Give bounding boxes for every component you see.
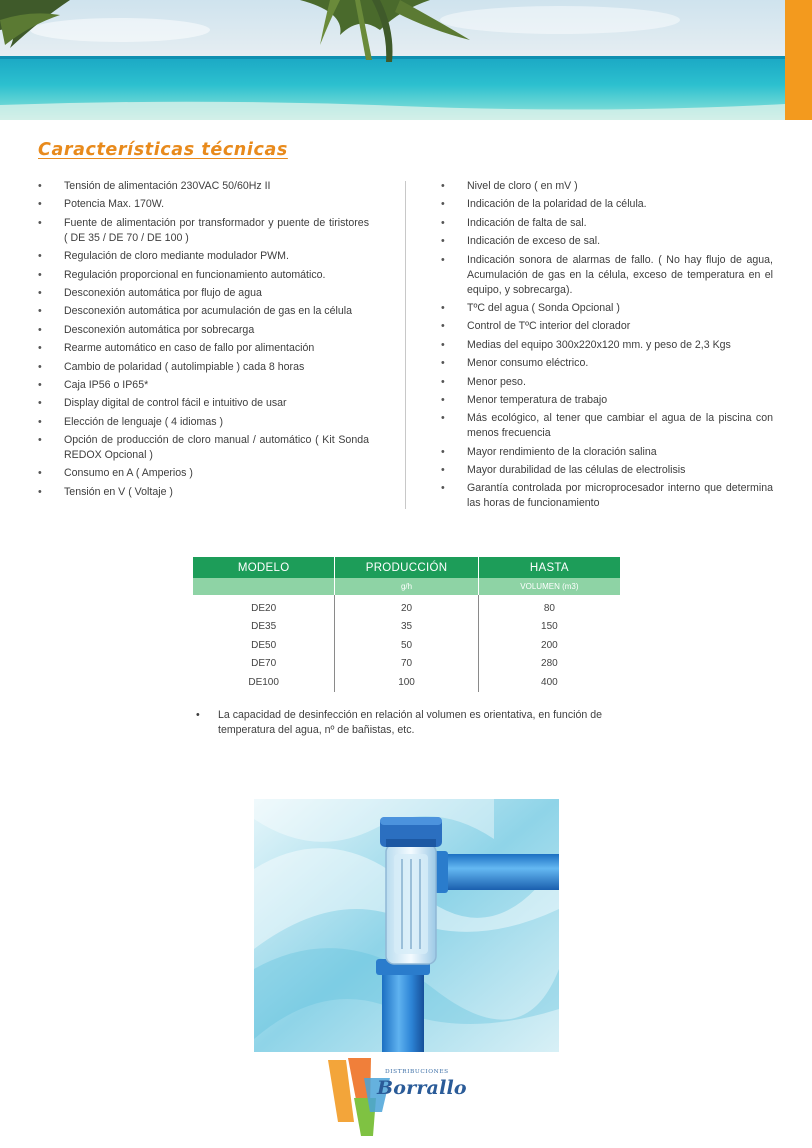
table-cell: 80 [543, 602, 555, 614]
table-cell: 200 [541, 639, 558, 651]
table-note-text: • La capacidad de desinfección en relación al volumen es orientativa, en función de temperatura del agua, nº de bañistas, etc. [193, 708, 633, 738]
list-item: • Rearme automático en caso de fallo por alimentación [38, 341, 369, 356]
list-item: • Indicación de falta de sal. [441, 216, 773, 231]
list-item: • Más ecológico, al tener que cambiar el agua de la piscina con menos frecuencia [441, 411, 773, 441]
table-cell: 400 [541, 676, 558, 688]
list-item: • Indicación de la polaridad de la célula. [441, 197, 773, 212]
table-cell: 20 [335, 595, 479, 618]
subheader-modelo [193, 578, 335, 595]
list-item: • Desconexión automática por acumulación de gas en la célula [38, 304, 369, 319]
logo-subtitle: DISTRIBUCIONES [385, 1069, 449, 1075]
table-cell: DE100 [193, 673, 335, 692]
list-item: • Tensión de alimentación 230VAC 50/60Hz II [38, 179, 369, 194]
table-cell: 100 [335, 673, 479, 692]
list-item: • Indicación sonora de alarmas de fallo. ( No hay flujo de agua, Acumulación de gas en la célula, exceso de temperatura en el equipo, y sobrecarga). [441, 253, 773, 298]
list-item: • Tensión en V ( Voltaje ) [38, 485, 369, 500]
list-item: • Menor temperatura de trabajo [441, 393, 773, 408]
header-modelo: MODELO [193, 557, 335, 578]
subheader-hasta: VOLUMEN (m3) [478, 578, 620, 595]
list-item: • Consumo en A ( Amperios ) [38, 466, 369, 481]
list-item: • Elección de lenguaje ( 4 idiomas ) [38, 415, 369, 430]
subheader-produccion: g/h [335, 578, 479, 595]
list-item: • Opción de producción de cloro manual / automático ( Kit Sonda REDOX Opcional ) [38, 433, 369, 463]
list-item: • Control de TºC interior del clorador [441, 319, 773, 334]
table-cell: 150 [541, 621, 558, 633]
table-row [193, 636, 620, 655]
table-cell: 70 [335, 655, 479, 674]
list-item: • Mayor durabilidad de las células de electrolisis [441, 463, 773, 478]
table-row [193, 595, 620, 618]
table-cell: DE50 [193, 636, 335, 655]
table-cell: DE70 [193, 655, 335, 674]
column-divider [405, 181, 406, 509]
list-item: • Regulación de cloro mediante modulador PWM. [38, 249, 369, 264]
header-hasta: HASTA [478, 557, 620, 578]
list-item: • Indicación de exceso de sal. [441, 234, 773, 249]
list-item: • TºC del agua ( Sonda Opcional ) [441, 301, 773, 316]
table-row [193, 618, 620, 637]
section-title: Características técnicas [38, 140, 288, 160]
list-item: • Medias del equipo 300x220x120 mm. y peso de 2,3 Kgs [441, 338, 773, 353]
list-item: • Caja IP56 o IP65* [38, 378, 369, 393]
product-image [254, 799, 559, 1052]
header-beach-image [0, 0, 785, 120]
list-item: • Potencia Max. 170W. [38, 197, 369, 212]
table-row [193, 655, 620, 674]
list-item: • Mayor rendimiento de la cloración salina [441, 445, 773, 460]
logo-name: Borrallo [377, 1077, 467, 1099]
specs-list-right [441, 179, 773, 515]
list-item: • Garantía controlada por microprocesador interno que determina las horas de funcionamiento [441, 481, 773, 511]
beach-sea-icon [0, 0, 785, 120]
table-header-row [193, 557, 620, 578]
table-cell: DE20 [193, 595, 335, 618]
list-item: • Desconexión automática por sobrecarga [38, 323, 369, 338]
list-item: • Menor peso. [441, 375, 773, 390]
table-row [193, 673, 620, 692]
list-item: • Menor consumo eléctrico. [441, 356, 773, 371]
table-cell: 50 [335, 636, 479, 655]
header-produccion: PRODUCCIÓN [335, 557, 479, 578]
table-cell: 280 [541, 658, 558, 670]
list-item: • Desconexión automática por flujo de agua [38, 286, 369, 301]
table-cell: DE35 [193, 618, 335, 637]
list-item: • Display digital de control fácil e intuitivo de usar [38, 396, 369, 411]
list-item: • Cambio de polaridad ( autolimpiable ) cada 8 horas [38, 360, 369, 375]
chlorinator-cell-icon [254, 799, 559, 1052]
orange-accent-bar [785, 0, 812, 120]
list-item: • Regulación proporcional en funcionamiento automático. [38, 268, 369, 283]
list-item: • Fuente de alimentación por transformador y puente de tiristores ( DE 35 / DE 70 / DE 100 ) [38, 216, 369, 246]
specs-list-left [38, 179, 369, 503]
list-item: • Nivel de cloro ( en mV ) [441, 179, 773, 194]
models-table [193, 557, 620, 692]
table-note [193, 708, 633, 738]
table-subheader-row [193, 578, 620, 595]
table-cell: 35 [335, 618, 479, 637]
